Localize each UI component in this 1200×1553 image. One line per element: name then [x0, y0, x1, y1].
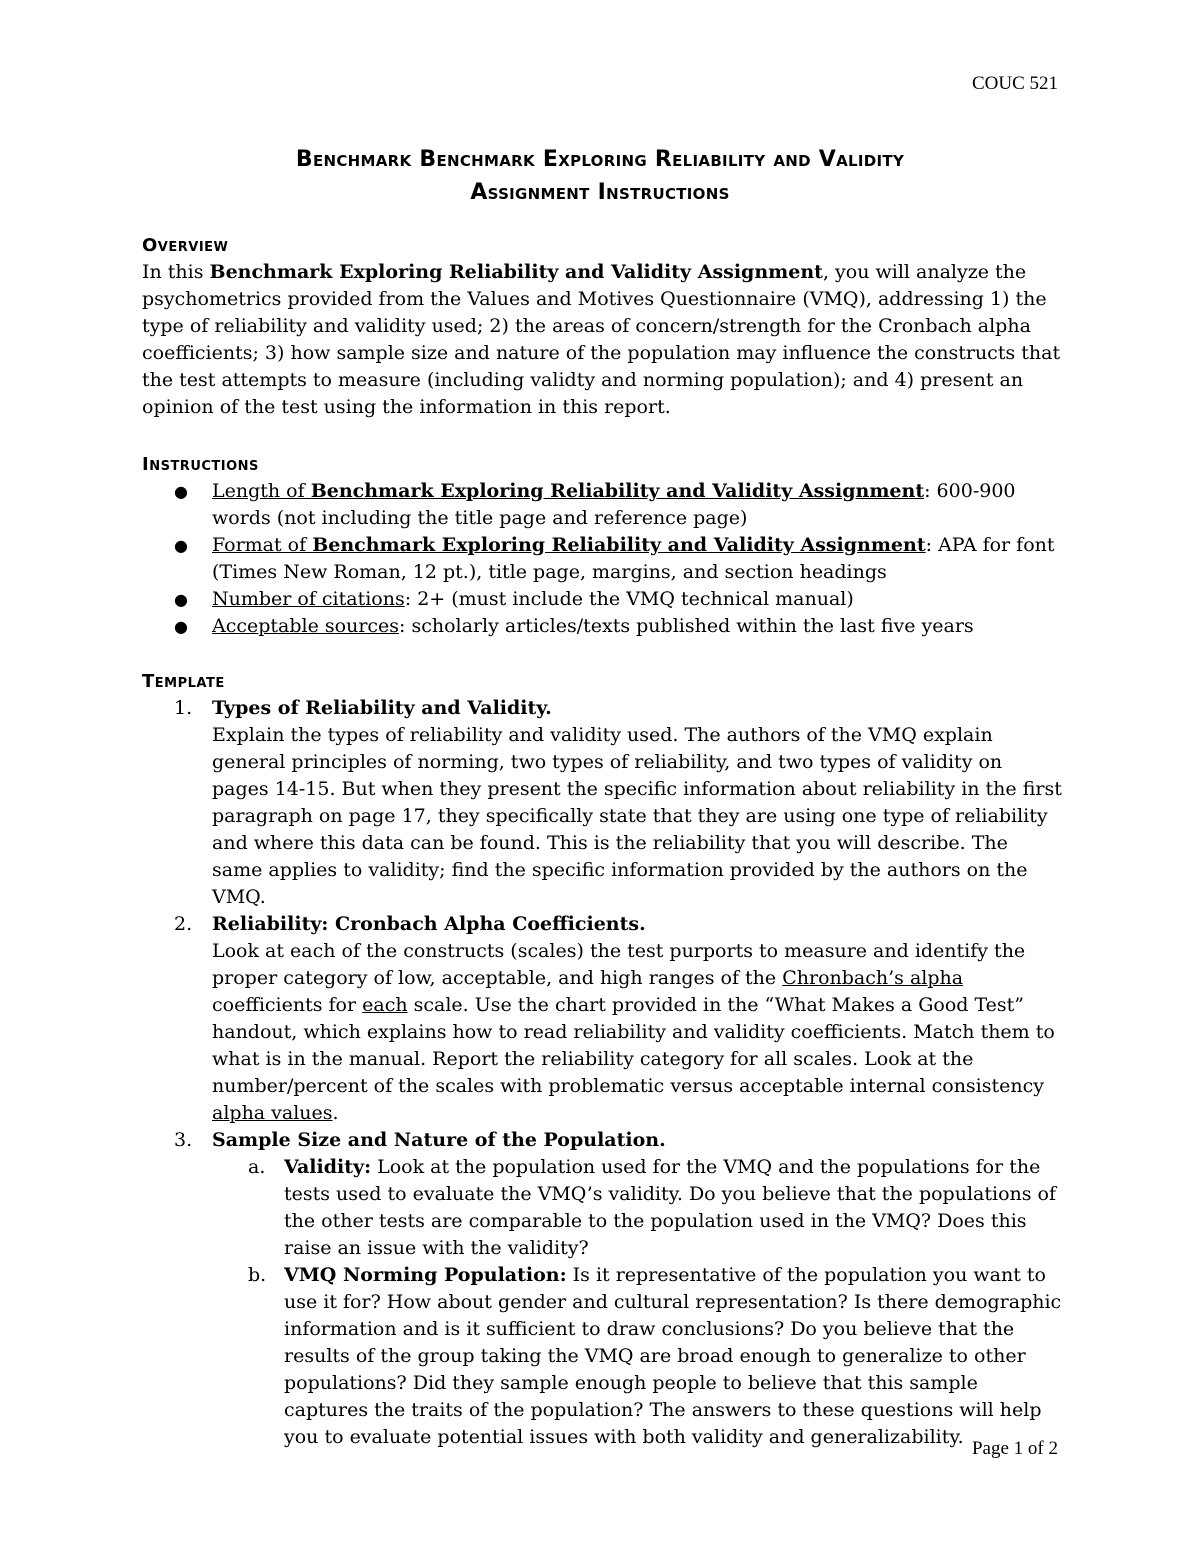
- item-label: Format of Benchmark Exploring Reliability and Validity Assignment: [212, 534, 926, 556]
- sub-item-label: Validity:: [284, 1156, 372, 1178]
- overview-heading: Overview: [142, 235, 229, 256]
- bullet-dot-icon: ●: [174, 590, 188, 609]
- item-text: : APA for font (Times New Roman, 12 pt.), title page, margins, and section headings: [212, 534, 1055, 583]
- sub-item-letter: b.: [248, 1264, 267, 1286]
- sub-item-b: [212, 1262, 1062, 1451]
- item-label: Length of Benchmark Exploring Reliability and Validity Assignment: [212, 480, 925, 502]
- list-item: [142, 478, 1062, 532]
- item-title: Types of Reliability and Validity.: [212, 697, 552, 719]
- document-title: [130, 143, 1070, 209]
- sub-item-text: Is it representative of the population you want to use it for? How about gender and cultural representation? Is there demographic information and is it sufficient to draw conclusions? Do you believe that the results of the group taking the VMQ are broad enough to generalize to other populations? Did they sample enough people to believe that this sample captures the traits of the population? The answers to these questions will help you to evaluate potential issues with both validity and generalizability.: [284, 1264, 1062, 1448]
- list-item: [142, 586, 1062, 613]
- item-number: 3.: [174, 1129, 193, 1151]
- bullet-dot-icon: ●: [174, 482, 188, 501]
- template-item-1: [142, 695, 1062, 911]
- item-label: Number of citations: [212, 588, 405, 610]
- template-heading: Template: [142, 671, 225, 692]
- item-body: Look at each of the constructs (scales) the test purports to measure and identify the proper category of low, acceptable, and high ranges of the Chronbach’s alpha coefficients for each scale. Use the chart provided in the “What Makes a Good Test” handout, which explains how to read reliability and validity coefficients. Match them to what is in the manual. Report the reliability category for all scales. Look at the number/percent of the scales with problematic versus acceptable internal consistency alpha values.: [212, 940, 1055, 1124]
- instructions-heading: Instructions: [142, 454, 259, 475]
- course-code: COUC 521: [971, 73, 1058, 94]
- overview-rest: , you will analyze the psychometrics provided from the Values and Motives Questionnaire (VMQ), addressing 1) the type of reliability and validity used; 2) the areas of concern/strength for the Cronbach alpha coefficients; 3) how sample size and nature of the population may influence the constructs that the test attempts to measure (including validty and norming population); and 4) present an opinion of the test using the information in this report.: [142, 261, 1061, 418]
- item-text: : 2+ (must include the VMQ technical manual): [404, 588, 854, 610]
- sub-item-letter: a.: [248, 1156, 266, 1178]
- title-line-2: Assignment Instructions: [470, 180, 730, 205]
- bullet-dot-icon: ●: [174, 617, 188, 636]
- template-list: [142, 695, 1062, 1451]
- item-text: : 600-900 words (not including the title page and reference page): [212, 480, 1016, 529]
- sub-item-text: Look at the population used for the VMQ and the populations for the tests used to evaluate the VMQ’s validity. Do you believe that the populations of the other tests are comparable to the population used in the VMQ? Does this raise an issue with the validity?: [284, 1156, 1057, 1259]
- sub-list: [212, 1154, 1062, 1451]
- sub-item-label: VMQ Norming Population:: [284, 1264, 567, 1286]
- template-item-3: [142, 1127, 1062, 1451]
- sub-item-a: [212, 1154, 1062, 1262]
- item-title: Sample Size and Nature of the Population.: [212, 1129, 666, 1151]
- list-item: [142, 613, 1062, 640]
- overview-intro: In this: [142, 261, 210, 283]
- template-item-2: [142, 911, 1062, 1127]
- page-number: Page 1 of 2: [971, 1438, 1058, 1459]
- list-item: [142, 532, 1062, 586]
- item-title: Reliability: Cronbach Alpha Coefficients.: [212, 913, 646, 935]
- title-line-1: Benchmark Benchmark Exploring Reliability and Validity: [295, 147, 905, 172]
- instructions-list: [142, 478, 1062, 640]
- item-text: : scholarly articles/texts published within the last five years: [399, 615, 974, 637]
- overview-paragraph: [142, 259, 1062, 421]
- bullet-dot-icon: ●: [174, 536, 188, 555]
- item-body: Explain the types of reliability and validity used. The authors of the VMQ explain general principles of norming, two types of reliability, and two types of validity on pages 14-15. But when they present the specific information about reliability in the first paragraph on page 17, they specifically state that they are using one type of reliability and where this data can be found. This is the reliability that you will describe. The same applies to validity; find the specific information provided by the authors on the VMQ.: [212, 724, 1062, 908]
- overview-assignment-name: Benchmark Exploring Reliability and Validity Assignment: [209, 261, 823, 283]
- item-label: Acceptable sources: [212, 615, 400, 637]
- item-number: 1.: [174, 697, 193, 719]
- item-number: 2.: [174, 913, 193, 935]
